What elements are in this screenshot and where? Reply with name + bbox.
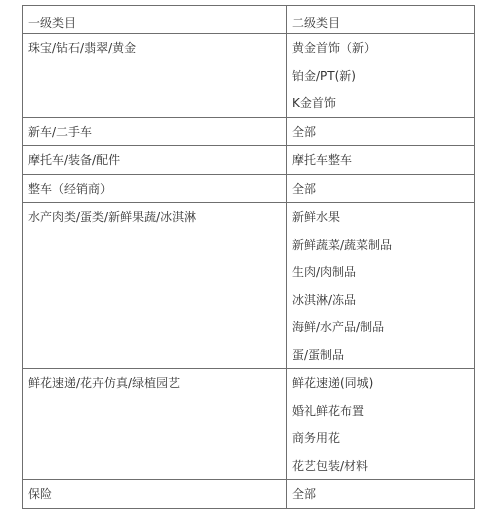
secondary-category-cell [287,203,475,369]
secondary-category-label: 铂金/PT(新) [292,68,356,83]
secondary-category-label: 冰淇淋/冻品 [292,292,357,307]
primary-category-cell [23,117,287,146]
secondary-category-cell [287,117,475,146]
secondary-category-label: 花艺包装/材料 [292,458,369,473]
table-row [23,480,475,509]
secondary-category-label: 商务用花 [292,431,341,445]
primary-category-cell [23,203,287,369]
secondary-category-label: 新鲜水果 [292,210,341,224]
category-table [22,5,475,509]
primary-category-cell [23,34,287,118]
primary-category-label: 珠宝/钻石/翡翠/黄金 [28,41,137,55]
secondary-category-label: K金首饰 [292,96,336,110]
table-row [23,146,475,175]
secondary-category-cell [287,34,475,118]
header-primary-category: 一级类目 [23,6,287,34]
category-table-container [22,5,474,509]
secondary-category-label: 摩托车整车 [292,153,353,167]
header-secondary-category: 二级类目 [287,6,475,34]
secondary-category-label: 黄金首饰（新） [292,41,377,55]
secondary-category-cell [287,369,475,480]
primary-category-label: 鲜花速递/花卉仿真/绿植园艺 [28,376,181,390]
table-row [23,203,475,369]
table-row [23,117,475,146]
primary-category-label: 保险 [28,487,53,501]
secondary-category-label: 新鲜蔬菜/蔬菜制品 [292,237,393,252]
primary-category-cell [23,369,287,480]
primary-category-cell [23,174,287,203]
primary-category-cell [23,146,287,175]
table-row [23,174,475,203]
secondary-category-label: 生肉/肉制品 [292,265,357,279]
secondary-category-label: 蛋/蛋制品 [292,347,345,362]
primary-category-label: 整车（经销商） [28,181,113,196]
table-body [23,34,475,509]
secondary-category-label: 全部 [292,124,317,139]
primary-category-label: 水产肉类/蛋类/新鲜果蔬/冰淇淋 [28,210,197,224]
secondary-category-cell [287,146,475,175]
primary-category-label: 摩托车/装备/配件 [28,153,121,167]
secondary-category-label: 全部 [292,181,317,196]
table-row [23,369,475,480]
primary-category-cell [23,480,287,509]
secondary-category-cell [287,174,475,203]
table-row [23,34,475,118]
table-header-row [23,6,475,34]
secondary-category-cell [287,480,475,509]
secondary-category-label: 海鲜/水产品/制品 [292,320,385,334]
secondary-category-label: 全部 [292,487,317,501]
primary-category-label: 新车/二手车 [28,124,93,139]
secondary-category-label: 鲜花速递(同城) [292,376,374,390]
secondary-category-label: 婚礼鲜花布置 [292,403,365,418]
